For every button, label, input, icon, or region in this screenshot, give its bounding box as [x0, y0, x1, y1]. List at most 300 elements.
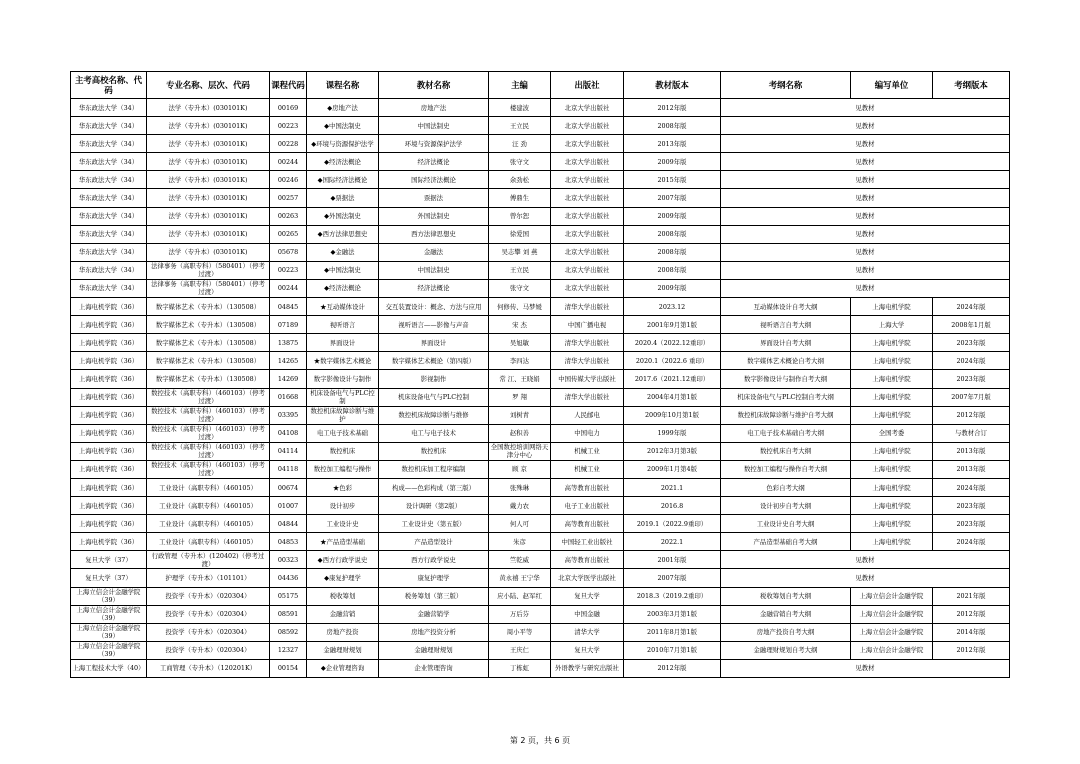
table-cell: ◆西方行政学说史: [307, 551, 379, 569]
table-cell: 设计初步: [307, 497, 379, 515]
table-cell: 04844: [270, 515, 307, 533]
page-footer: 第 2 页，共 6 页: [509, 736, 571, 745]
table-cell: 数控机床故障诊断与维修: [379, 406, 489, 424]
table-cell: 康复护理学: [379, 569, 489, 587]
table-cell: 00244: [270, 279, 307, 297]
table-cell: 华东政法大学（34）: [71, 135, 147, 153]
table-cell: 护理学（专升本）（101101）: [147, 569, 270, 587]
table-cell: 数字媒体艺术概论自考大纲: [721, 352, 851, 370]
table-cell: 2015年版: [624, 171, 721, 189]
table-cell: 2013年版: [933, 460, 1010, 478]
table-cell: 复旦大学: [551, 587, 624, 605]
table-cell: 2012年版: [933, 406, 1010, 424]
table-row: [71, 207, 1010, 225]
table-cell: 数控技术（高职专科）（460103）（停考过渡）: [147, 442, 270, 460]
table-cell: 见教材: [721, 153, 1010, 171]
table-cell: 法学（专升本）(030101K): [147, 207, 270, 225]
table-cell: 见教材: [721, 243, 1010, 261]
table-row: [71, 117, 1010, 135]
table-cell: 华东政法大学（34）: [71, 99, 147, 117]
header-cell: 教材名称: [379, 72, 489, 99]
table-cell: 01668: [270, 388, 307, 406]
table-cell: 2024年版: [933, 352, 1010, 370]
table-row: [71, 352, 1010, 370]
table-cell: 复旦大学（37）: [71, 551, 147, 569]
table-cell: 顾 京: [489, 460, 551, 478]
table-cell: ◆中国法制史: [307, 117, 379, 135]
table-cell: 2024年版: [933, 478, 1010, 496]
table-cell: 黄永禧 王宁华: [489, 569, 551, 587]
table-cell: 罗 翔: [489, 388, 551, 406]
table-cell: 界面设计: [307, 334, 379, 352]
table-cell: 行政管理（专升本）(120402)（停考过渡）: [147, 551, 270, 569]
table-cell: 数控机床自考大纲: [721, 442, 851, 460]
table-row: [71, 189, 1010, 207]
table-cell: 2021年版: [933, 587, 1010, 605]
table-cell: 吴志攀 刘 燕: [489, 243, 551, 261]
table-cell: 机床设备电气与PLC控制自考大纲: [721, 388, 851, 406]
header-cell: 考纲版本: [933, 72, 1010, 99]
table-cell: 数控机床: [307, 442, 379, 460]
table-cell: 北京大学出版社: [551, 171, 624, 189]
table-cell: 2021.1: [624, 478, 721, 496]
table-cell: 上海电机学院（36）: [71, 533, 147, 551]
table-cell: 戴力农: [489, 497, 551, 515]
table-cell: 数控机床故障诊断与维护自考大纲: [721, 406, 851, 424]
header-cell: 出版社: [551, 72, 624, 99]
table-cell: 房地产投资分析: [379, 623, 489, 641]
table-row: [71, 460, 1010, 478]
table-cell: ◆金融法: [307, 243, 379, 261]
table-cell: 界面设计自考大纲: [721, 334, 851, 352]
table-cell: 数字媒体艺术概论（第四版）: [379, 352, 489, 370]
table-cell: 张守文: [489, 153, 551, 171]
table-cell: 数字影像设计与制作自考大纲: [721, 370, 851, 388]
table-row: [71, 279, 1010, 297]
table-cell: 机械工业: [551, 460, 624, 478]
table-row: [71, 225, 1010, 243]
table-cell: 华东政法大学（34）: [71, 207, 147, 225]
table-cell: 房地产投资: [307, 623, 379, 641]
table-row: [71, 442, 1010, 460]
table-cell: 00674: [270, 478, 307, 496]
course-table-sheet: [70, 71, 1009, 678]
table-cell: 机床设备电气与PLC控制: [379, 388, 489, 406]
table-cell: 00228: [270, 135, 307, 153]
table-cell: 2008年版: [624, 117, 721, 135]
table-cell: 华东政法大学（34）: [71, 225, 147, 243]
table-cell: 数控技术（高职专科）（460103）（停考过渡）: [147, 406, 270, 424]
table-cell: 汪 劲: [489, 135, 551, 153]
table-cell: 见教材: [721, 189, 1010, 207]
table-cell: 全国数控培训网络天津分中心: [489, 442, 551, 460]
table-cell: 2004年4月第1版: [624, 388, 721, 406]
table-cell: 上海电机学院（36）: [71, 352, 147, 370]
table-cell: 数控机床故障诊断与维护: [307, 406, 379, 424]
table-cell: 清华大学出版社: [551, 388, 624, 406]
table-cell: 复旦大学（37）: [71, 569, 147, 587]
header-cell: 教材版本: [624, 72, 721, 99]
header-cell: 编写单位: [851, 72, 933, 99]
table-cell: 2012年版: [624, 99, 721, 117]
table-cell: 上海立信会计金融学院: [851, 587, 933, 605]
table-cell: 西方行政学说史: [379, 551, 489, 569]
table-header-row: [71, 72, 1010, 99]
table-cell: 数控技术（高职专科）（460103）（停考过渡）: [147, 460, 270, 478]
table-cell: 法律事务（高职专科）（580401）（停考过渡）: [147, 261, 270, 279]
table-cell: 投资学（专升本）（020304）: [147, 641, 270, 659]
table-cell: 复旦大学: [551, 641, 624, 659]
table-row: [71, 641, 1010, 659]
table-row: [71, 551, 1010, 569]
table-cell: 工业设计史自考大纲: [721, 515, 851, 533]
table-cell: 上海电机学院（36）: [71, 370, 147, 388]
table-cell: 见教材: [721, 171, 1010, 189]
table-cell: 西方法律思想史: [379, 225, 489, 243]
table-cell: ◆票据法: [307, 189, 379, 207]
table-cell: 丁栋虹: [489, 659, 551, 677]
table-cell: 2023年版: [933, 334, 1010, 352]
table-cell: 上海电机学院: [851, 442, 933, 460]
table-cell: ◆外国法制史: [307, 207, 379, 225]
table-cell: 上海立信会计金融学院: [851, 641, 933, 659]
table-cell: 2013年版: [933, 442, 1010, 460]
table-cell: 北京大学出版社: [551, 99, 624, 117]
table-cell: 视听语言——影像与声音: [379, 316, 489, 334]
table-cell: 上海电机学院（36）: [71, 460, 147, 478]
table-cell: 上海电机学院: [851, 497, 933, 515]
table-cell: 电工电子技术基础自考大纲: [721, 424, 851, 442]
table-row: [71, 370, 1010, 388]
table-cell: 法学（专升本）(030101K): [147, 225, 270, 243]
table-cell: 上海电机学院（36）: [71, 424, 147, 442]
table-cell: 上海电机学院: [851, 406, 933, 424]
table-cell: 05678: [270, 243, 307, 261]
table-cell: 2009年版: [624, 207, 721, 225]
table-cell: 上海电机学院: [851, 460, 933, 478]
table-cell: 2023年版: [933, 497, 1010, 515]
table-cell: 华东政法大学（34）: [71, 117, 147, 135]
table-cell: 法学（专升本）(030101K): [147, 153, 270, 171]
table-cell: 2020.1（2022.6 重印）: [624, 352, 721, 370]
table-row: [71, 406, 1010, 424]
table-cell: 2023年版: [933, 370, 1010, 388]
table-cell: 2024年版: [933, 533, 1010, 551]
table-cell: 2001年版: [624, 551, 721, 569]
table-cell: ◆国际经济法概论: [307, 171, 379, 189]
table-cell: 数控技术（高职专科）（460103）（停考过渡）: [147, 424, 270, 442]
table-cell: 上海电机学院: [851, 370, 933, 388]
table-cell: 2019.1（2022.9重印）: [624, 515, 721, 533]
table-cell: 2012年版: [933, 641, 1010, 659]
table-cell: 见教材: [721, 207, 1010, 225]
table-cell: 2008年1月版: [933, 316, 1010, 334]
table-cell: 王立民: [489, 261, 551, 279]
table-cell: 2007年版: [624, 569, 721, 587]
table-cell: 上海电机学院: [851, 334, 933, 352]
table-cell: 04114: [270, 442, 307, 460]
table-cell: 投资学（专升本）（020304）: [147, 587, 270, 605]
table-cell: 2017.6（2021.12重印）: [624, 370, 721, 388]
table-cell: 色彩自考大纲: [721, 478, 851, 496]
table-cell: 环境与资源保护法学: [379, 135, 489, 153]
table-cell: ★产品造型基础: [307, 533, 379, 551]
table-cell: 2008年版: [624, 261, 721, 279]
table-cell: 华东政法大学（34）: [71, 153, 147, 171]
table-row: [71, 515, 1010, 533]
table-cell: 00244: [270, 153, 307, 171]
table-cell: 华东政法大学（34）: [71, 261, 147, 279]
table-cell: 中国广播电视: [551, 316, 624, 334]
table-cell: 数字媒体艺术（专升本）（130508）: [147, 316, 270, 334]
table-cell: 2018.3（2019.2重印）: [624, 587, 721, 605]
table-cell: 华东政法大学（34）: [71, 171, 147, 189]
table-cell: ◆企业管理咨询: [307, 659, 379, 677]
table-cell: 余劲松: [489, 171, 551, 189]
table-cell: 构成——色彩构成（第三版）: [379, 478, 489, 496]
table-cell: 周小平等: [489, 623, 551, 641]
header-cell: 考纲名称: [721, 72, 851, 99]
table-cell: 数字影像设计与制作: [307, 370, 379, 388]
table-cell: 中国法制史: [379, 261, 489, 279]
table-cell: 数控加工编程与操作: [307, 460, 379, 478]
table-row: [71, 298, 1010, 316]
table-cell: 中国金融: [551, 605, 624, 623]
table-cell: 中国电力: [551, 424, 624, 442]
table-cell: 何修传、马梦媛: [489, 298, 551, 316]
table-cell: 2009年1月第4版: [624, 460, 721, 478]
table-cell: 金融法: [379, 243, 489, 261]
table-cell: 影视制作: [379, 370, 489, 388]
table-cell: 2020.4（2022.12重印）: [624, 334, 721, 352]
table-cell: 设计调研（第2版）: [379, 497, 489, 515]
table-row: [71, 153, 1010, 171]
table-cell: 傅鼎生: [489, 189, 551, 207]
table-cell: ◆西方法律思想史: [307, 225, 379, 243]
table-cell: 房地产投资自考大纲: [721, 623, 851, 641]
table-cell: 工商管理（专升本）（120201K）: [147, 659, 270, 677]
table-cell: 金融营销学: [379, 605, 489, 623]
table-cell: 见教材: [721, 135, 1010, 153]
table-cell: 2016.8: [624, 497, 721, 515]
table-cell: 上海立信会计金融学院（39）: [71, 587, 147, 605]
table-cell: 税收筹划自考大纲: [721, 587, 851, 605]
table-cell: 工业设计史: [307, 515, 379, 533]
table-cell: 吴旭敏: [489, 334, 551, 352]
table-cell: 上海电机学院（36）: [71, 298, 147, 316]
table-cell: 界面设计: [379, 334, 489, 352]
table-cell: 张殊琳: [489, 478, 551, 496]
table-cell: 交互装置设计：概念、方法与应用: [379, 298, 489, 316]
table-cell: 华东政法大学（34）: [71, 189, 147, 207]
table-cell: 12327: [270, 641, 307, 659]
table-cell: 互动媒体设计自考大纲: [721, 298, 851, 316]
table-cell: 数字媒体艺术（专升本）（130508）: [147, 352, 270, 370]
table-cell: 见教材: [721, 569, 1010, 587]
table-cell: 电工与电子技术: [379, 424, 489, 442]
table-cell: 北京大学出版社: [551, 153, 624, 171]
table-cell: ◆中国法制史: [307, 261, 379, 279]
table-cell: ◆经济法概论: [307, 153, 379, 171]
table-cell: 上海电机学院: [851, 533, 933, 551]
table-cell: 2008年版: [624, 243, 721, 261]
table-cell: 见教材: [721, 99, 1010, 117]
table-row: [71, 334, 1010, 352]
table-cell: 清华大学出版社: [551, 334, 624, 352]
table-cell: 华东政法大学（34）: [71, 243, 147, 261]
table-cell: 北京大学出版社: [551, 279, 624, 297]
table-cell: 张守文: [489, 279, 551, 297]
table-cell: 04853: [270, 533, 307, 551]
table-cell: 清华大学出版社: [551, 352, 624, 370]
header-cell: 主编: [489, 72, 551, 99]
table-row: [71, 135, 1010, 153]
table-cell: 上海电机学院（36）: [71, 406, 147, 424]
course-textbook-table: [70, 71, 1010, 678]
table-cell: 上海电机学院（36）: [71, 388, 147, 406]
table-cell: 00263: [270, 207, 307, 225]
table-cell: 见教材: [721, 261, 1010, 279]
table-cell: 投资学（专升本）（020304）: [147, 605, 270, 623]
table-cell: 常 江、王晓娟: [489, 370, 551, 388]
table-cell: 工业设计（高职专科）（460105）: [147, 533, 270, 551]
table-cell: 上海立信会计金融学院（39）: [71, 605, 147, 623]
table-cell: 徐爱国: [489, 225, 551, 243]
table-cell: 05175: [270, 587, 307, 605]
table-cell: 2007年7月版: [933, 388, 1010, 406]
header-cell: 课程名称: [307, 72, 379, 99]
table-cell: 2009年10月第1版: [624, 406, 721, 424]
table-cell: 工业设计（高职专科）（460105）: [147, 478, 270, 496]
table-cell: 清华大学: [551, 623, 624, 641]
table-row: [71, 261, 1010, 279]
table-cell: 经济法概论: [379, 279, 489, 297]
table-cell: 北京大学出版社: [551, 243, 624, 261]
table-cell: 2009年版: [624, 279, 721, 297]
table-cell: 见教材: [721, 117, 1010, 135]
table-cell: 见教材: [721, 551, 1010, 569]
table-cell: ★数字媒体艺术概论: [307, 352, 379, 370]
table-cell: 上海电机学院（36）: [71, 334, 147, 352]
table-cell: 上海电机学院（36）: [71, 442, 147, 460]
table-cell: 经济法概论: [379, 153, 489, 171]
table-cell: 高等教育出版社: [551, 551, 624, 569]
table-cell: 上海电机学院: [851, 515, 933, 533]
table-cell: 14265: [270, 352, 307, 370]
table-row: [71, 533, 1010, 551]
table-cell: 2014年版: [933, 623, 1010, 641]
table-cell: 08591: [270, 605, 307, 623]
table-cell: 1999年版: [624, 424, 721, 442]
table-cell: 2008年版: [624, 225, 721, 243]
table-cell: 2007年版: [624, 189, 721, 207]
table-cell: 2012年3月第3版: [624, 442, 721, 460]
table-cell: 数控机床加工程序编制: [379, 460, 489, 478]
table-cell: 04436: [270, 569, 307, 587]
table-cell: 2010年7月第1版: [624, 641, 721, 659]
table-cell: 金融营销: [307, 605, 379, 623]
table-cell: 朱彦: [489, 533, 551, 551]
table-cell: 上海立信会计金融学院（39）: [71, 641, 147, 659]
table-cell: 04845: [270, 298, 307, 316]
table-cell: 上海立信会计金融学院（39）: [71, 623, 147, 641]
table-cell: 03395: [270, 406, 307, 424]
table-cell: 何人可: [489, 515, 551, 533]
table-cell: 人民邮电: [551, 406, 624, 424]
table-cell: 数字媒体艺术（专升本）（130508）: [147, 298, 270, 316]
table-cell: 票据法: [379, 189, 489, 207]
table-cell: 北京大学出版社: [551, 207, 624, 225]
table-cell: 上海电机学院: [851, 298, 933, 316]
table-cell: 法律事务（高职专科）（580401）（停考过渡）: [147, 279, 270, 297]
table-cell: ★色彩: [307, 478, 379, 496]
table-cell: 投资学（专升本）（020304）: [147, 623, 270, 641]
table-cell: 法学（专升本）(030101K): [147, 117, 270, 135]
table-cell: 2009年版: [624, 153, 721, 171]
table-cell: 产品造型设计: [379, 533, 489, 551]
table-cell: 税务筹划（第三版）: [379, 587, 489, 605]
table-row: [71, 316, 1010, 334]
table-cell: 2003年3月第1版: [624, 605, 721, 623]
table-cell: 王立民: [489, 117, 551, 135]
table-cell: 清华大学出版社: [551, 298, 624, 316]
header-cell: 专业名称、层次、代码: [147, 72, 270, 99]
table-cell: 房地产法: [379, 99, 489, 117]
table-cell: 万后芬: [489, 605, 551, 623]
table-row: [71, 388, 1010, 406]
table-cell: 上海大学: [851, 316, 933, 334]
table-cell: 赵积善: [489, 424, 551, 442]
table-cell: 上海电机学院: [851, 388, 933, 406]
table-cell: 00257: [270, 189, 307, 207]
table-cell: 2013年版: [624, 135, 721, 153]
table-row: [71, 587, 1010, 605]
table-cell: 中国法制史: [379, 117, 489, 135]
table-row: [71, 243, 1010, 261]
table-cell: 上海电机学院: [851, 478, 933, 496]
table-cell: 2022.1: [624, 533, 721, 551]
table-cell: 工业设计（高职专科）（460105）: [147, 515, 270, 533]
table-cell: 见教材: [721, 659, 1010, 677]
table-cell: 13875: [270, 334, 307, 352]
table-cell: 上海立信会计金融学院: [851, 605, 933, 623]
table-cell: 法学（专升本）(030101K): [147, 189, 270, 207]
table-cell: 08592: [270, 623, 307, 641]
table-cell: 刘树青: [489, 406, 551, 424]
table-cell: 李四达: [489, 352, 551, 370]
table-cell: 北京大学出版社: [551, 135, 624, 153]
table-cell: 北京大学出版社: [551, 189, 624, 207]
table-cell: 00323: [270, 551, 307, 569]
table-cell: 高等教育出版社: [551, 515, 624, 533]
table-cell: 视听语言自考大纲: [721, 316, 851, 334]
table-row: [71, 497, 1010, 515]
table-cell: 全国考委: [851, 424, 933, 442]
table-cell: 2012年版: [933, 605, 1010, 623]
table-cell: 00169: [270, 99, 307, 117]
table-cell: 00223: [270, 261, 307, 279]
table-cell: 见教材: [721, 279, 1010, 297]
table-cell: 数字媒体艺术（专升本）（130508）: [147, 334, 270, 352]
table-cell: 视听语言: [307, 316, 379, 334]
table-cell: 华东政法大学（34）: [71, 279, 147, 297]
table-cell: 应小陆、赵军红: [489, 587, 551, 605]
table-cell: 电工电子技术基础: [307, 424, 379, 442]
table-cell: 产品造型基础自考大纲: [721, 533, 851, 551]
table-cell: 2024年版: [933, 298, 1010, 316]
table-cell: 见教材: [721, 225, 1010, 243]
table-cell: 中国传媒大学出版社: [551, 370, 624, 388]
